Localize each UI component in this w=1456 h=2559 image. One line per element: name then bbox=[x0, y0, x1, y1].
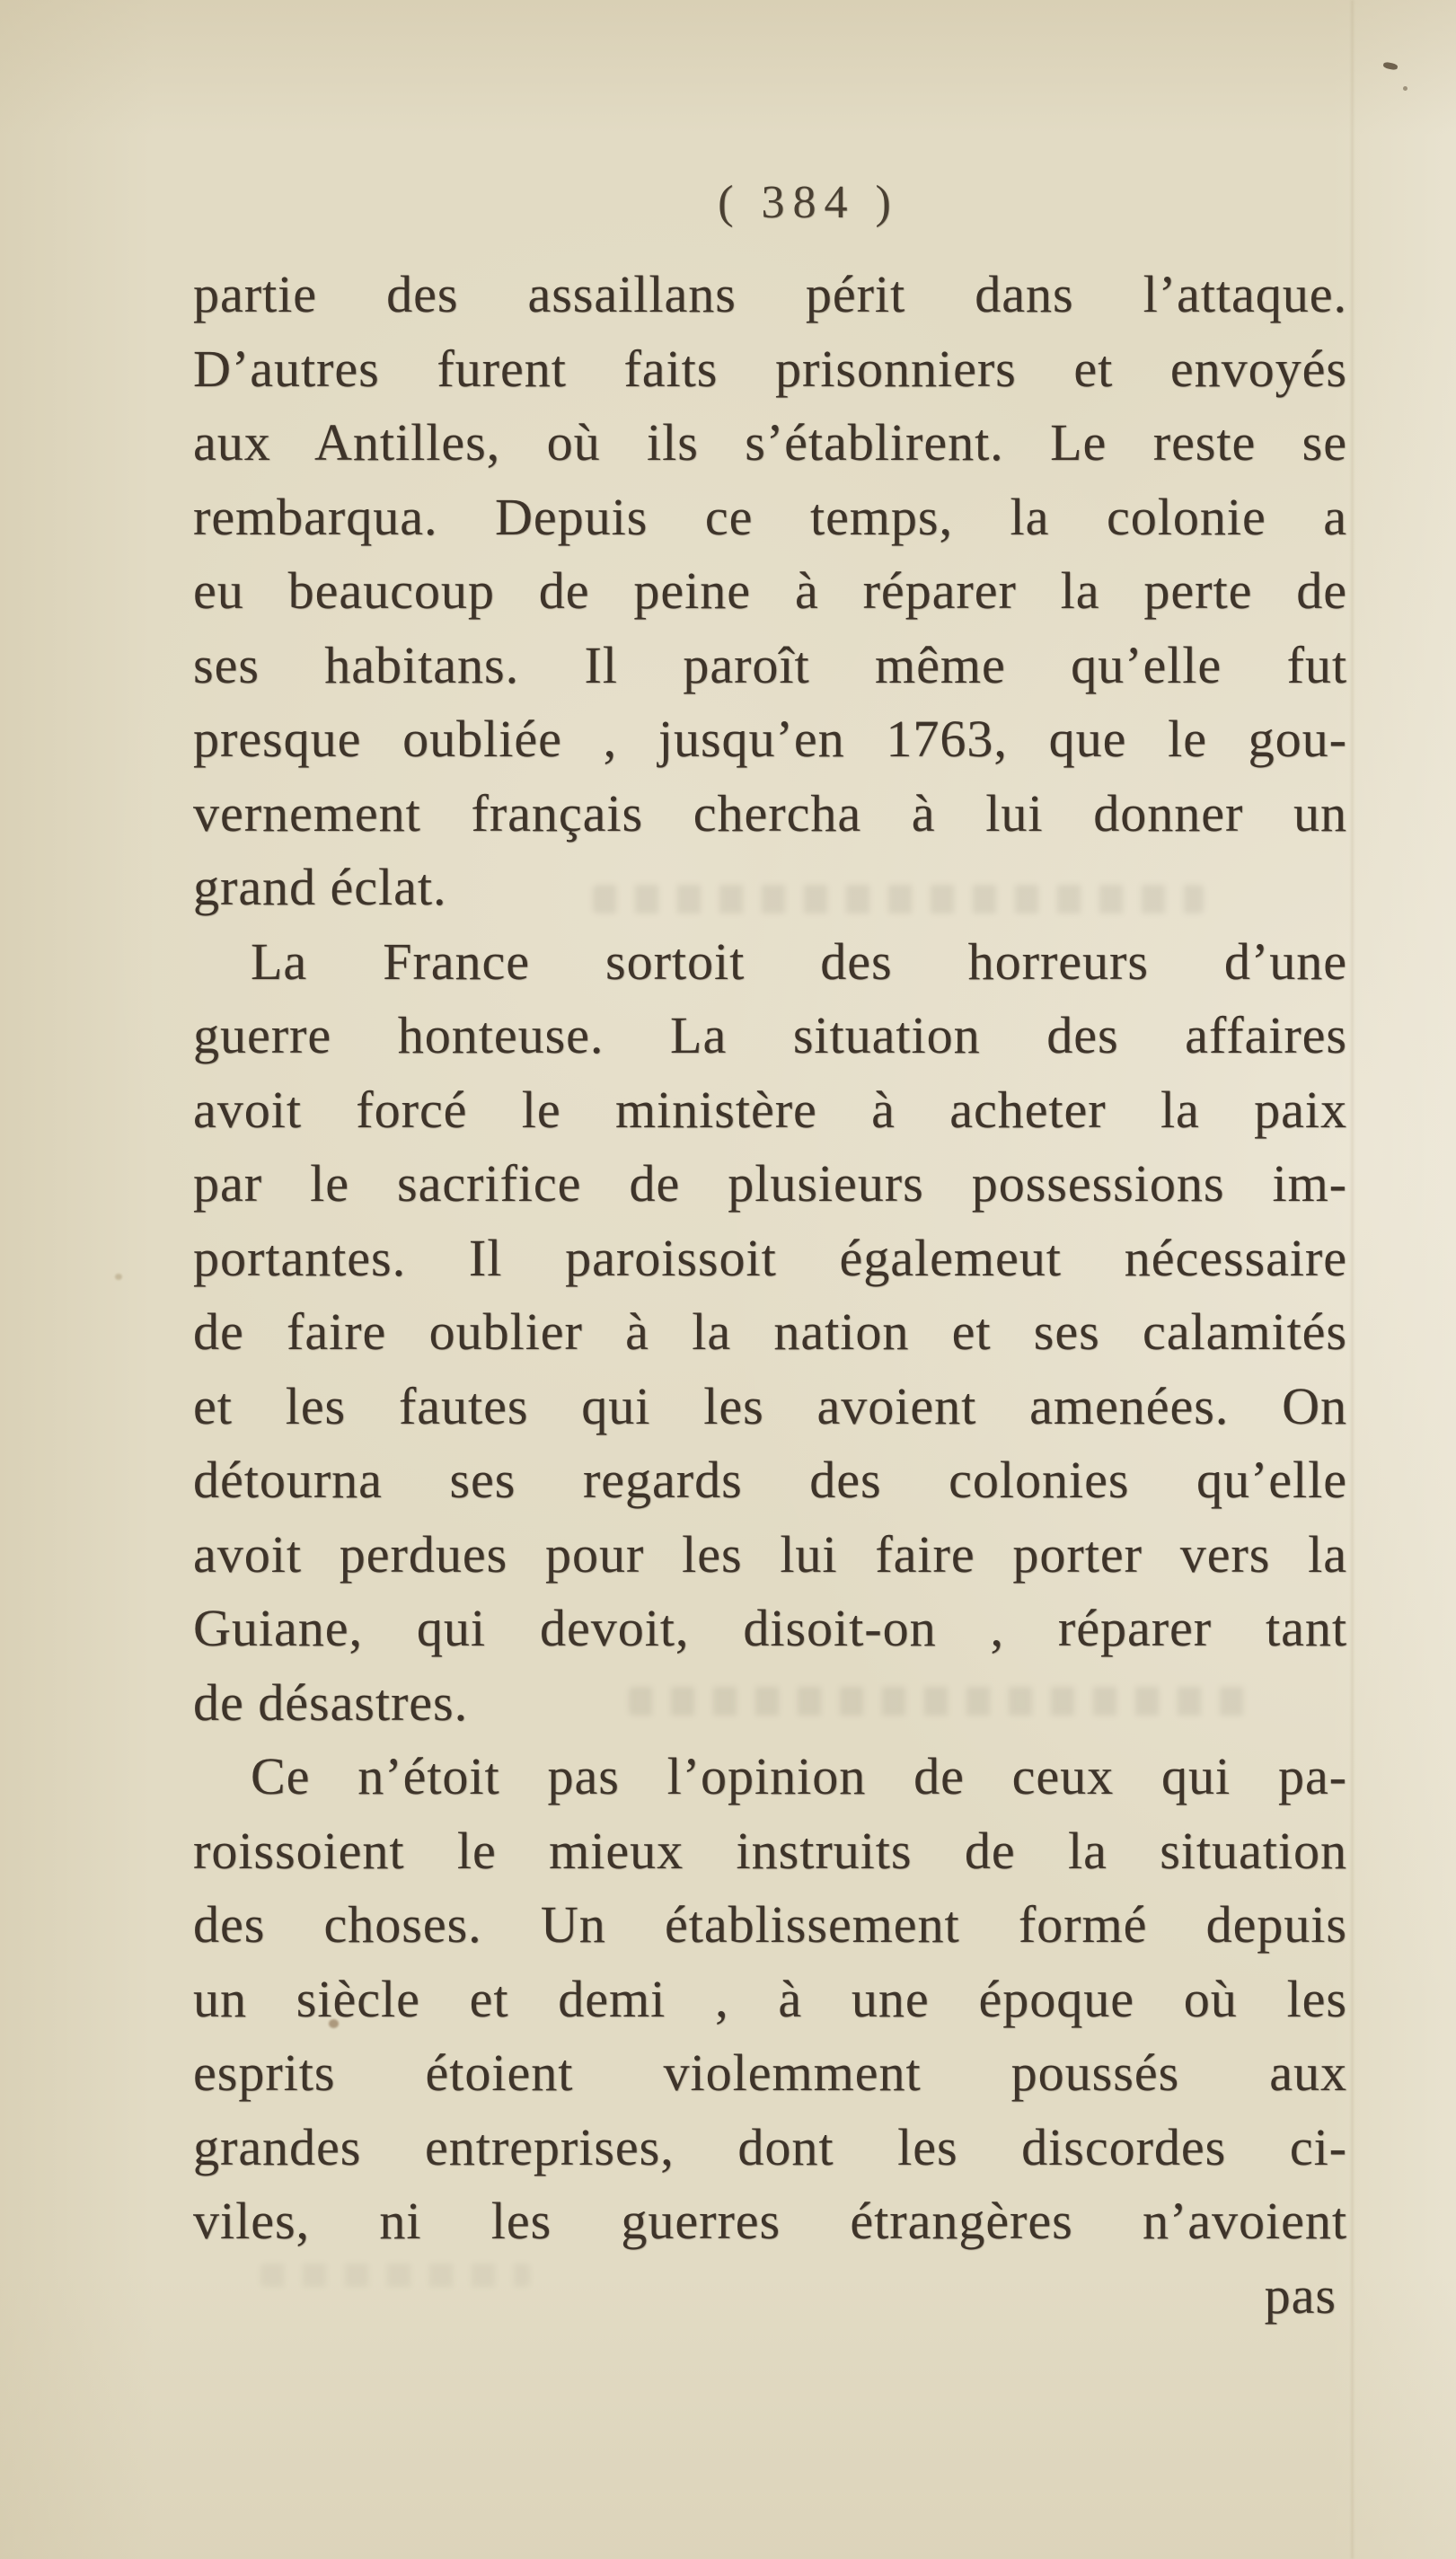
text-line: un siècle et demi , à une époque où les bbox=[193, 1969, 1347, 2028]
paper-speck bbox=[1403, 86, 1407, 91]
text-line: viles, ni les guerres étrangères n’avoient bbox=[193, 2192, 1347, 2250]
text-line: esprits étoient violemment poussés aux bbox=[193, 2043, 1347, 2102]
text-line: La France sortoit des horreurs d’une bbox=[251, 931, 1347, 991]
text-line: presque oubliée , jusqu’en 1763, que le gou- bbox=[193, 710, 1347, 768]
show-through-smudge bbox=[260, 2263, 530, 2287]
catchword: pas bbox=[1264, 2265, 1337, 2325]
text-line: de faire oublier à la nation et ses calamités bbox=[193, 1302, 1347, 1361]
text-line: guerre honteuse. La situation des affaires bbox=[193, 1006, 1347, 1064]
text-line: des choses. Un établissement formé depuis bbox=[193, 1895, 1347, 1954]
text-line: portantes. Il paroissoit égalemeut nécessaire bbox=[193, 1228, 1347, 1287]
text-line: aux Antilles, où ils s’établirent. Le reste se bbox=[193, 413, 1347, 472]
paper-speck bbox=[115, 1274, 122, 1280]
text-line: partie des assaillans périt dans l’attaque. bbox=[193, 265, 1347, 323]
paper-speck bbox=[329, 2019, 339, 2028]
text-line: Ce n’étoit pas l’opinion de ceux qui pa- bbox=[251, 1747, 1347, 1805]
text-line: Guiane, qui devoit, disoit-on , réparer tant bbox=[193, 1599, 1347, 1657]
text-line: de désastres. bbox=[193, 1672, 469, 1732]
text-line: grandes entreprises, dont les discordes ci- bbox=[193, 2117, 1347, 2176]
text-line: et les fautes qui les avoient amenées. On bbox=[193, 1376, 1347, 1435]
paper-crease bbox=[1351, 0, 1354, 2559]
text-line: rembarqua. Depuis ce temps, la colonie a bbox=[193, 487, 1347, 546]
paper-speck bbox=[1382, 61, 1398, 70]
show-through-smudge bbox=[593, 885, 1204, 913]
text-line: D’autres furent faits prisonniers et envoyés bbox=[193, 339, 1347, 398]
text-line: avoit perdues pour les lui faire porter vers la bbox=[193, 1524, 1347, 1584]
text-line: vernement français chercha à lui donner un bbox=[193, 783, 1347, 843]
text-line: eu beaucoup de peine à réparer la perte de bbox=[193, 561, 1347, 620]
text-line: roissoient le mieux instruits de la situation bbox=[193, 1821, 1347, 1880]
text-line: avoit forcé le ministère à acheter la paix bbox=[193, 1080, 1347, 1139]
text-line: grand éclat. bbox=[193, 858, 447, 916]
page-text bbox=[193, 258, 1347, 2333]
show-through-smudge bbox=[629, 1687, 1249, 1716]
text-line: ses habitans. Il paroît même qu’elle fut bbox=[193, 635, 1347, 694]
text-line: par le sacrifice de plusieurs possessions im- bbox=[193, 1154, 1347, 1213]
text-line: détourna ses regards des colonies qu’elle bbox=[193, 1451, 1347, 1509]
page-number: ( 384 ) bbox=[718, 177, 899, 228]
